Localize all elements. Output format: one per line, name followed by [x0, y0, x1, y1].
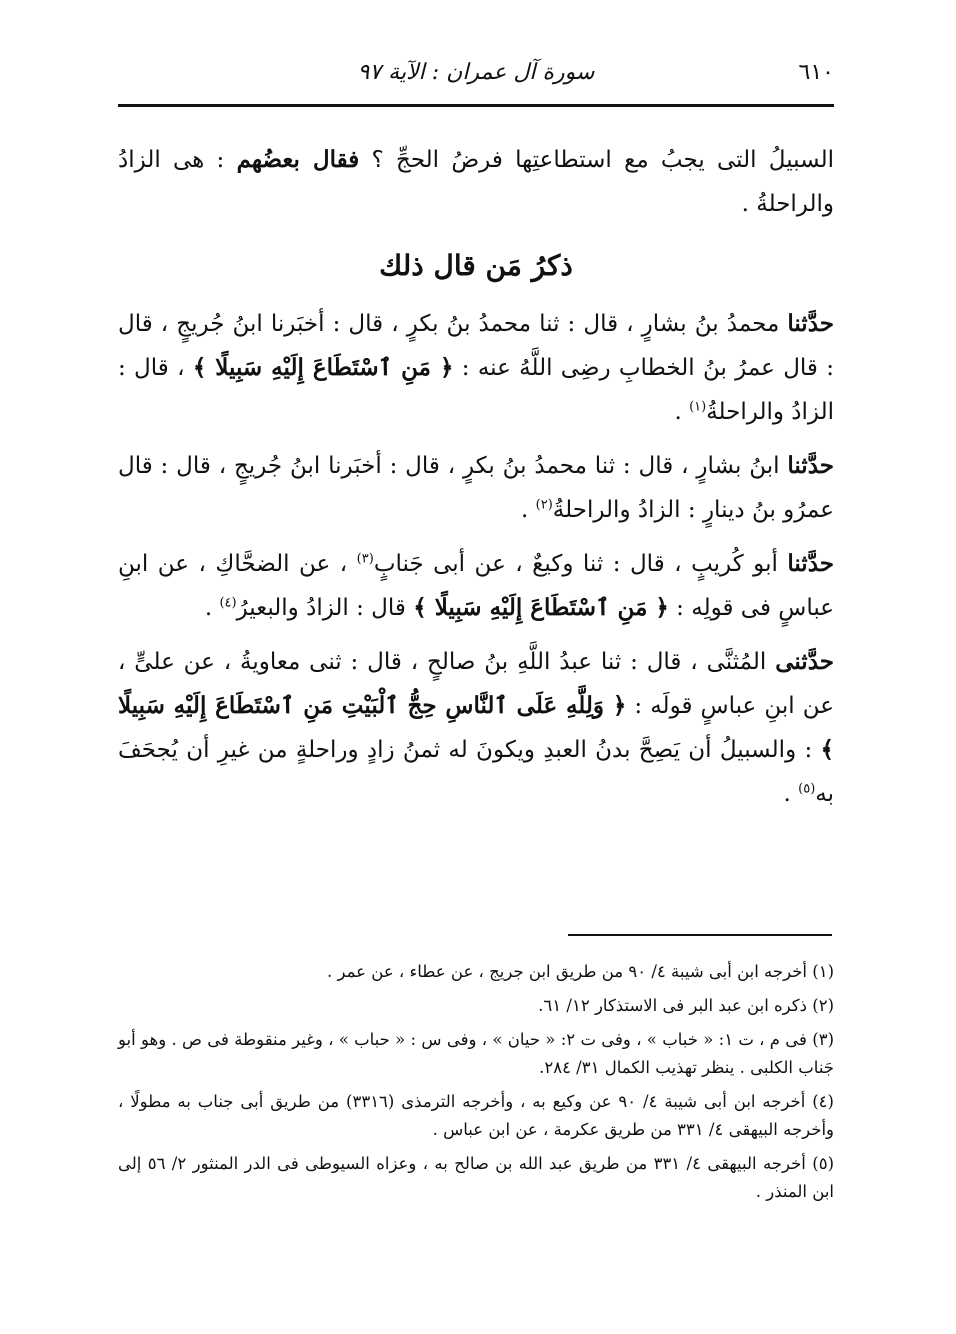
footnote-1: (١) أخرجه ابن أبى شيبة ٤/ ٩٠ من طريق ابن جريج ، عن عطاء ، عن عمر .: [327, 962, 834, 981]
paragraph-end: .: [783, 781, 799, 807]
hadith-paragraph-2: [118, 444, 834, 532]
hadith-paragraph-4: [118, 640, 834, 816]
paragraph-lead: حدَّثنا: [787, 452, 834, 479]
paragraph-lead: حدَّثنا: [787, 310, 834, 337]
quran-quote: ﴿ وَلِلَّهِ عَلَى ٱلنَّاسِ حِجُّ ٱلْبَيْتِ مَنِ ٱسْتَطَاعَ إِلَيْهِ سَبِيلًا ﴾: [118, 692, 834, 763]
footnotes: [118, 958, 834, 1212]
paragraph-lead: حدَّثنا: [787, 550, 834, 577]
paragraph-text: ، عن الضحَّاكِ ، عن ابنِ عباسٍ فى قولِه :: [118, 551, 834, 621]
intro-lead: فقال بعضُهم: [236, 146, 360, 173]
header-rule: [118, 104, 834, 107]
hadith-paragraph-3: [118, 542, 834, 630]
footnote-rule: [568, 934, 832, 936]
paragraph-lead: حدَّثنى: [775, 648, 834, 675]
footnote-ref: (٥): [798, 781, 816, 797]
page-header: [118, 60, 834, 94]
intro-paragraph: [118, 138, 834, 226]
footnote-3: (٣) فى م ، ت ١: « خباب » ، وفى ت ٢: « حيان » ، وفى س : « حباب » ، وغير منقوطة فى ص . وهو أبو جَناب الكلبى . ينظر تهذيب الكمال ٣١/ ٢٨٤.: [118, 1030, 834, 1077]
footnote-5: (٥) أخرجه البيهقى ٤/ ٣٣١ من طريق عبد الله بن صالح به ، وعزاه السيوطى فى الدر المنثور ٢/ ٥٦ إلى ابن المنذر .: [118, 1154, 834, 1201]
running-title: سورة آل عمران : الآية ٩٧: [357, 60, 595, 85]
intro-text-b: : هى الزادُ والراحلةُ .: [118, 147, 834, 217]
quran-quote: ﴿ مَنِ ٱسْتَطَاعَ إِلَيْهِ سَبِيلًا ﴾: [413, 594, 669, 621]
paragraph-text: محمدُ بنُ بشارٍ ، قال : ثنا محمدُ بنُ بكرٍ ، قال : أخبَرنا ابنُ جُريجٍ ، قال : قال عمرُ بنُ الخطابِ رضِى اللَّهُ عنه :: [118, 311, 834, 381]
footnote-ref: (١): [689, 399, 707, 415]
footnote-4: (٤) أخرجه ابن أبى شيبة ٤/ ٩٠ عن وكيع به ، وأخرجه الترمذى (٣٣١٦) من طريق أبى جناب به مطولًا ، وأخرجه البيهقى ٤/ ٣٣١ من طريق عكرمة ، عن ابن عباس .: [118, 1092, 834, 1139]
paragraph-end: .: [674, 399, 690, 425]
footnote-ref: (٢): [535, 497, 553, 513]
section-heading: ذكرُ مَن قال ذلك: [379, 249, 573, 282]
paragraph-text: أبو كُريبٍ ، قال : ثنا وكيعٌ ، عن أبى جَنابٍ: [373, 551, 788, 577]
paragraph-end: .: [521, 497, 536, 523]
quran-quote: ﴿ مَنِ ٱسْتَطَاعَ إِلَيْهِ سَبِيلًا ﴾: [192, 354, 454, 381]
hadith-paragraph-1: [118, 302, 834, 434]
paragraph-text: : والسبيلُ أن يَصِحَّ بدنُ العبدِ ويكونَ له ثمنُ زادٍ وراحلةٍ من غيرِ أن يُجحَفَ به: [118, 737, 834, 807]
paragraph-text: المُثنَّى ، قال : ثنا عبدُ اللَّهِ بنُ صالحٍ ، قال : ثنى معاويةُ ، عن علىٍّ ، عن ابنِ عباسٍ قولَه :: [118, 649, 834, 719]
paragraph-text: ، قال : الزادُ والراحلةُ: [118, 355, 834, 425]
paragraph-text: قال : الزادُ والبعيرُ: [236, 595, 414, 621]
footnote-2: (٢) ذكره ابن عبد البر فى الاستذكار ١٢/ ٦١.: [538, 996, 834, 1015]
footnote-ref: (٣): [356, 551, 374, 567]
intro-text-a: السبيلُ التى يجبُ مع استطاعتِها فرضُ الحجِّ ؟: [359, 147, 834, 173]
main-text: [118, 138, 834, 816]
paragraph-end: .: [204, 595, 220, 621]
footnote-ref: (٤): [219, 595, 237, 611]
page-number: ٦١٠: [798, 60, 834, 85]
paragraph-text: ابنُ بشارٍ ، قال : ثنا محمدُ بنُ بكرٍ ، قال : أخبَرنا ابنُ جُريجٍ ، قال : قال عمرُو بنُ دينارٍ : الزادُ والراحلةُ: [118, 453, 834, 523]
